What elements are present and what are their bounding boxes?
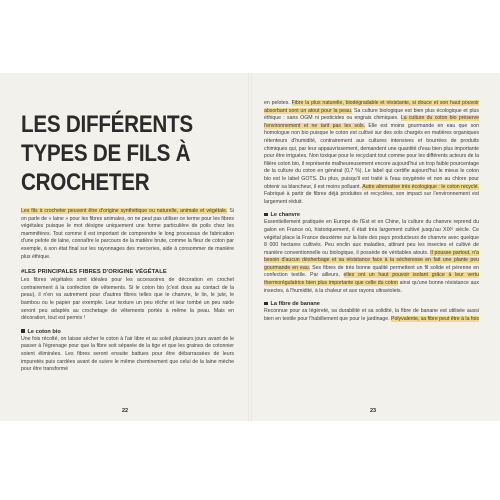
left-page: [0, 73, 248, 421]
highlight: Il pousse partout, n'a besoin d'aucun désherbage et sa résistance face à la sécheresse en fait une plante peu gourmande en eau.: [264, 249, 480, 271]
coton-bio-paragraph: Une fois récolté, on laisse sécher le coton à l'air libre et au soleil plusieurs jours avant de le passer à l'égrenage pour que la fibre soit séparée de la tige et que les graines de cotonnier soient éliminées. Les fibres seront ensuite battues pour être débarrassées de leurs impuretés puis cardées avant de suivre le même cheminement que celui de la laine mèche pour être transformé: [21, 335, 234, 373]
section-heading: #LES PRINCIPALES FIBRES D'ORIGINE VÉGÉTALE: [21, 269, 167, 276]
banane-paragraph: [264, 308, 479, 323]
page-number-right: 23: [370, 408, 377, 414]
intro-paragraph: [21, 208, 234, 261]
highlight: La culture du coton bio préserve l'environnement et ne tarit pas les sols.: [264, 115, 479, 129]
page-number-left: 22: [122, 408, 129, 414]
subheading-fibre-banane: [264, 301, 479, 307]
text-run: Fabriqué à partir de fibres déjà produites et recyclées, son impact sur l'environnement est largement réduit.: [264, 191, 479, 205]
square-bullet-icon: [21, 329, 25, 333]
subheading-label: Le coton bio: [27, 328, 61, 335]
text-run: Elle est moins gourmande en eau que son homologue non bio puisque le coton est cultivé sur des sols chargés en matières organiques rétenteurs d'humidité, contrairement aux cultures intensives et bourrées de produits chimiques qui, par leur appauvrissement, demandent une quantité d'eau bien plus importante pour être irriguées. Non toxique pour le recyclant tout comme pour les différents acteurs de la filière coton bio, il représente malheureusement encore aujourd'hui un trop faible pourcentage de la culture du coton en général (0,7 %). Le label qui certifie aujourd'hui le mieux le coton bio est le label GOTS. Du plus, puisqu'il est traité à l'eau oxygénée et non au chlore pour obtenir sa blancheur, il est moins polluant.: [264, 122, 479, 190]
highlight: Polyvalente, sa fibre peut être à la fois: [391, 315, 479, 322]
page-title: LES DIFFÉRENTS TYPES DE FILS À CROCHETER: [21, 111, 193, 196]
subheading-label: La fibre de banane: [270, 301, 320, 308]
text-run: Sa culture biologique est bien plus écologique et plus éthique : sans OGM ni pesticides ou engrais chimiques.: [264, 107, 479, 122]
highlight: elles ont un haut pouvoir isolant grâce à leur vertu thermorégulatrice bien plus importante que celle du coton: [264, 272, 479, 287]
text-run: Essentiellement pratiquée en Europe de l'Est et en Chine, la culture du chanvre reprend du galon en France où, historiquement, il était très largement cultivé jusqu'au XIXᵉ siècle. Ce végétal place la France deuxième sur la liste des pays producteurs de chanvre avec quelque 8 000 hectares cultivés. Peu enclin aux maladies, attirant peu les insectes et cultivé de manière conventionnelle ou biologique, il possède de véritables atouts.: [264, 219, 479, 256]
square-bullet-icon: [264, 302, 268, 306]
subheading-chanvre: [264, 212, 479, 218]
book-spread: [0, 73, 500, 421]
square-bullet-icon: [264, 213, 268, 217]
coton-bio-continued-paragraph: [264, 100, 479, 206]
text-run: Reconnue pour sa légèreté, sa durabilité et sa solidité, la fibre de banane est utilisée aussi bien en textile pour l'habillement que pour le jardinage.: [264, 308, 479, 322]
text-run: Ses fibres de très bonne qualité permettent un fil solide et pérenne en confection textile. Par ailleurs,: [264, 264, 479, 279]
right-page: [252, 73, 500, 421]
intro-highlight: Les fils à crocheter peuvent être d'origine synthétique ou naturelle, animale et végétale.: [21, 208, 228, 214]
highlight: Fibre la plus naturelle, biodégradable et résistante, si douce et son haut pouvoir absorbant sont un atout pour la peau.: [264, 100, 479, 114]
chanvre-paragraph: [264, 219, 479, 295]
subheading-label: Le chanvre: [270, 212, 301, 219]
intro-text: Si on parle de « laine » pour les fibres animales, on ne peut pas utiliser ce terme pour les fibres végétales puisque le mot désigne uniquement une forme particulière de poils chez les mammifères. Tout comme il est important de comprendre le long processus de fabrication d'une pelote de laine, connaître le parcours de la matière brute, comme la fleur de coton par exemple, à son état final sur les rayonnages des merceries, aide à consommer de manière plus éthique.: [21, 208, 234, 260]
highlight: Autre alternative très écologique : le coton recyclé.: [362, 183, 479, 190]
subheading-coton-bio: [21, 329, 234, 335]
text-run: en pelotes.: [264, 100, 292, 106]
text-run: ainsi qu'une bonne résistance aux insectes, à l'humidité, à la chaleur et aux rayons ultraviolets.: [264, 280, 479, 294]
section-paragraph: Les fibres végétales sont idéales pour les accessoires de décoration en crochet contrairement à la confection de vêtements. Si le coton bio (c'est doux au contact de la peau), il n'en va autrement pour d'autres fibres telles que le chanvre, le lin, le jute, le bambou ou le papier par exemple. Leur texture un peu rêche et leur tombé un peu raide seront peu adaptés au crochetage de vêtements portés à même la peau. Mais en décoration, tout est permis !: [21, 277, 234, 322]
